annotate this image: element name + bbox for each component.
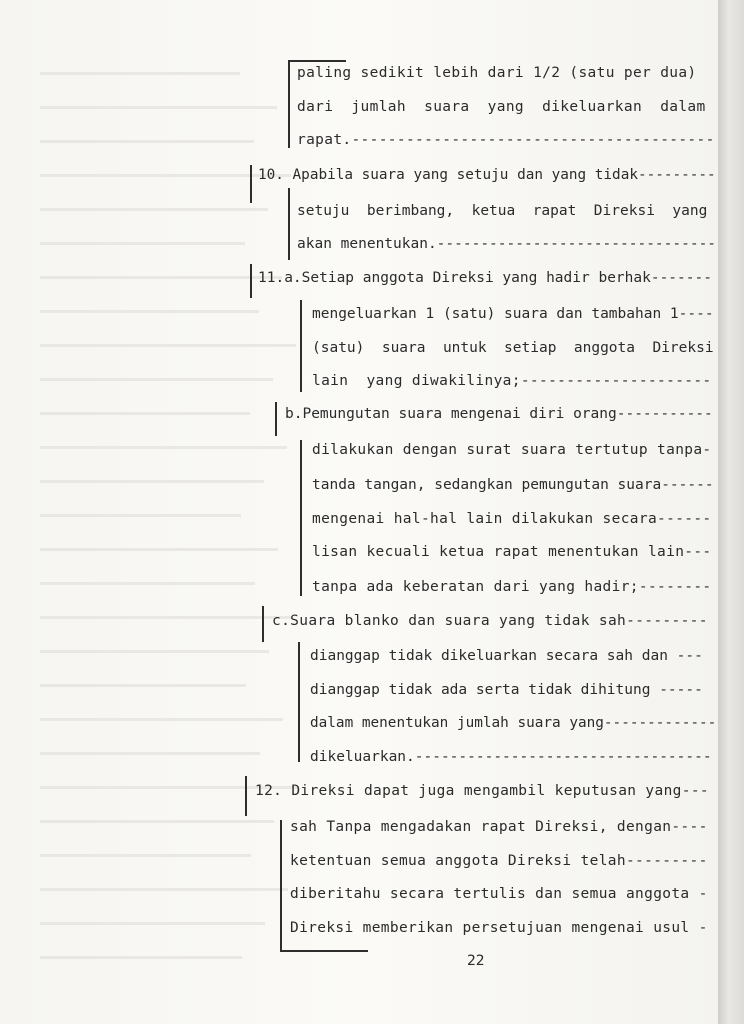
bleed-through-line <box>40 72 240 75</box>
bleed-through-line <box>40 956 242 959</box>
text-line: dianggap tidak ada serta tidak dihitung ----- <box>310 682 703 698</box>
bleed-through-line <box>40 650 269 653</box>
bleed-through-line <box>40 888 288 891</box>
bleed-through-line <box>40 446 287 449</box>
text-line: dari jumlah suara yang dikeluarkan dalam <box>297 99 706 115</box>
margin-bar <box>275 402 277 436</box>
bleed-through-line <box>40 378 273 381</box>
text-line: tanda tangan, sedangkan pemungutan suara------ <box>312 477 714 493</box>
text-line: ketentuan semua anggota Direksi telah--------- <box>290 853 708 869</box>
text-line: b.Pemungutan suara mengenai diri orang----------- <box>285 406 713 422</box>
text-line: dilakukan dengan surat suara tertutup tanpa- <box>312 442 712 458</box>
margin-bar <box>300 300 302 392</box>
bleed-through-line <box>40 140 254 143</box>
bleed-through-line <box>40 582 255 585</box>
text-line: tanpa ada keberatan dari yang hadir;-------- <box>312 579 712 595</box>
margin-bar <box>288 60 290 148</box>
text-line: paling sedikit lebih dari 1/2 (satu per dua) <box>297 65 697 81</box>
margin-bar <box>245 776 247 816</box>
bleed-through-line <box>40 174 291 177</box>
text-line: c.Suara blanko dan suara yang tidak sah--------- <box>272 613 708 629</box>
text-line: 11.a.Setiap anggota Direksi yang hadir berhak------- <box>258 270 712 286</box>
text-line: rapat.---------------------------------------- <box>297 132 715 148</box>
text-line: akan menentukan.-------------------------------- <box>297 236 717 252</box>
text-line: lisan kecuali ketua rapat menentukan lain--- <box>312 544 712 560</box>
bleed-through-line <box>40 548 278 551</box>
text-line: (satu) suara untuk setiap anggota Direksi <box>312 340 714 356</box>
page-number: 22 <box>467 953 485 969</box>
bleed-through-line <box>40 310 259 313</box>
bleed-through-line <box>40 480 264 483</box>
bleed-through-line <box>40 854 251 857</box>
bleed-through-line <box>40 752 260 755</box>
text-line: lain yang diwakilinya;--------------------- <box>312 373 712 389</box>
margin-bar <box>288 188 290 260</box>
margin-bar <box>262 606 264 642</box>
bleed-through-line <box>40 106 277 109</box>
margin-bar <box>280 820 282 952</box>
bleed-through-line <box>40 412 250 415</box>
margin-bar-top <box>288 60 346 62</box>
bleed-through-line <box>40 344 296 347</box>
text-line: dikeluarkan.---------------------------------- <box>310 749 712 765</box>
text-line: dianggap tidak dikeluarkan secara sah dan --- <box>310 648 703 664</box>
margin-bar <box>298 642 300 762</box>
text-line: setuju berimbang, ketua rapat Direksi yang <box>297 203 708 219</box>
bleed-through-line <box>40 820 274 823</box>
text-line: mengeluarkan 1 (satu) suara dan tambahan 1---- <box>312 306 714 322</box>
bleed-through-line <box>40 514 241 517</box>
text-line: sah Tanpa mengadakan rapat Direksi, dengan---- <box>290 819 708 835</box>
bleed-through-line <box>40 208 268 211</box>
page-edge-shadow <box>718 0 744 1024</box>
bleed-through-line <box>40 922 265 925</box>
text-line: Direksi memberikan persetujuan mengenai usul - <box>290 920 708 936</box>
margin-bar <box>300 440 302 596</box>
bleed-through-line <box>40 276 282 279</box>
text-line: dalam menentukan jumlah suara yang------------- <box>310 715 717 731</box>
margin-bar <box>250 264 252 298</box>
text-line: diberitahu secara tertulis dan semua anggota - <box>290 886 708 902</box>
margin-bar <box>250 165 252 203</box>
margin-bar-bottom <box>280 950 368 952</box>
bleed-through-line <box>40 242 245 245</box>
bleed-through-line <box>40 616 292 619</box>
text-line: 10. Apabila suara yang setuju dan yang tidak--------- <box>258 167 716 183</box>
text-line: mengenai hal-hal lain dilakukan secara------ <box>312 511 712 527</box>
bleed-through-line <box>40 684 246 687</box>
text-line: 12. Direksi dapat juga mengambil keputusan yang--- <box>255 783 709 799</box>
bleed-through-line <box>40 718 283 721</box>
